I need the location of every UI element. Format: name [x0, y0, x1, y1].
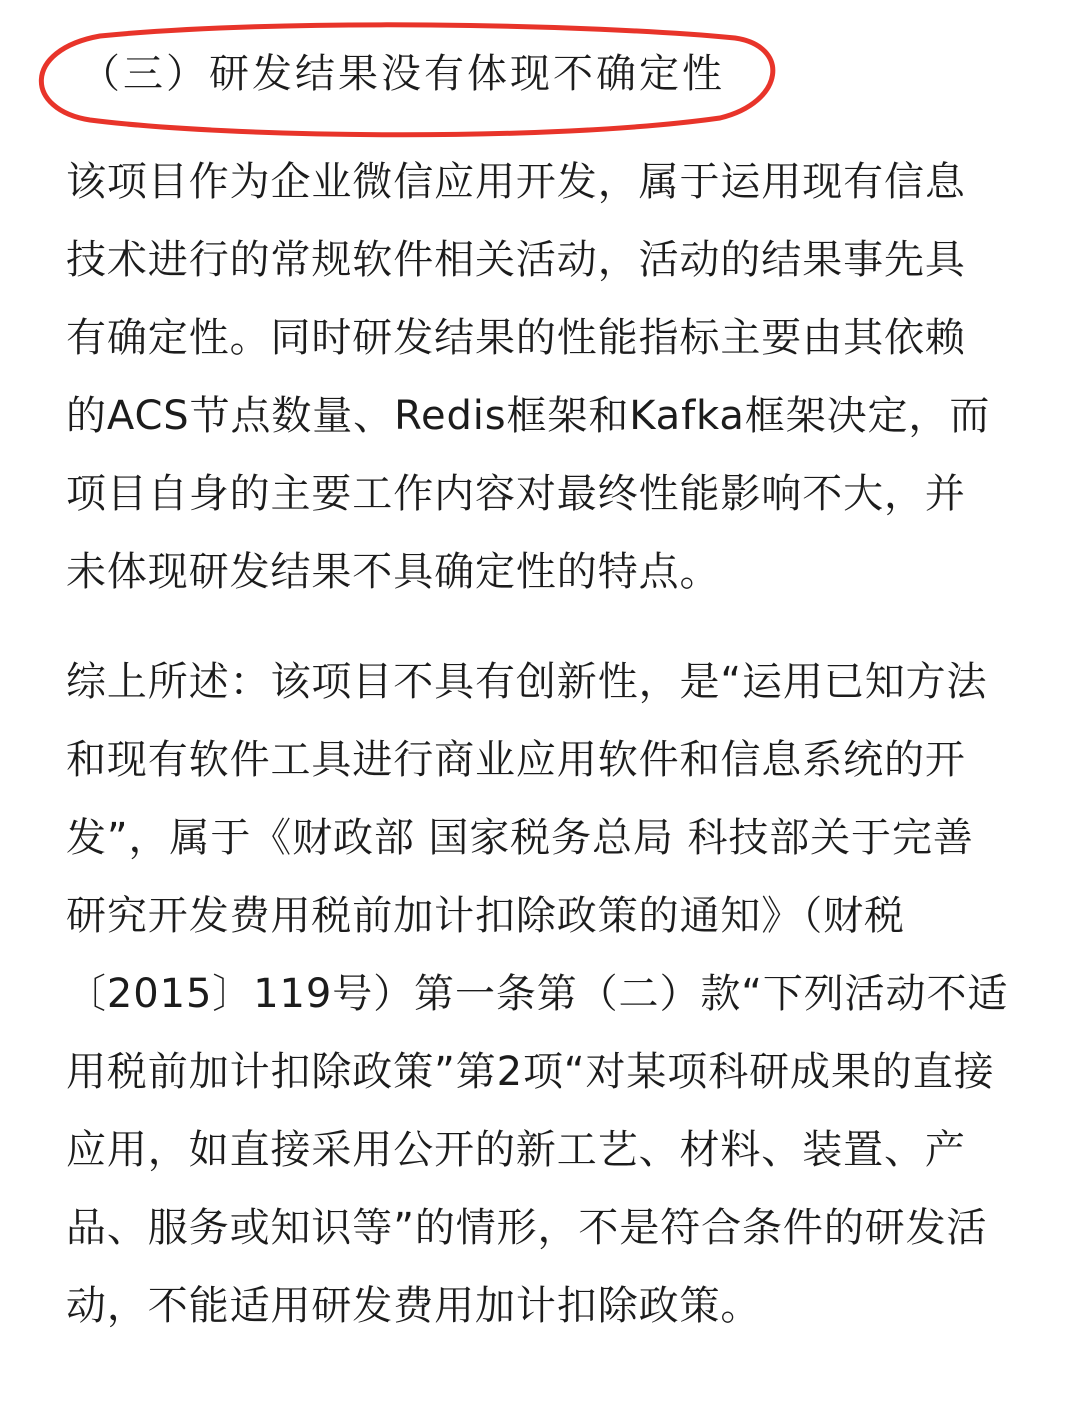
paragraph-line: 技术进行的常规软件相关活动，活动的结果事先具: [66, 237, 966, 283]
paragraph-line: 〔2015〕119号）第一条第（二）款“下列活动不适: [66, 971, 1009, 1017]
paragraph-conclusion: [66, 659, 1009, 1364]
paragraph-line: 应用，如直接采用公开的新工艺、材料、装置、产: [66, 1127, 966, 1173]
paragraph-line: 该项目作为企业微信应用开发，属于运用现有信息: [66, 159, 966, 205]
paragraph-line: 综上所述：该项目不具有创新性，是“运用已知方法: [66, 659, 988, 705]
paragraph-line: 和现有软件工具进行商业应用软件和信息系统的开: [66, 737, 966, 783]
paragraph-line: 发”，属于《财政部 国家税务总局 科技部关于完善: [66, 815, 974, 861]
paragraph-line: 用税前加计扣除政策”第2项“对某项科研成果的直接: [66, 1049, 995, 1095]
paragraph-line: 研究开发费用税前加计扣除政策的通知》（财税: [66, 893, 905, 939]
paragraph-line: 动，不能适用研发费用加计扣除政策。: [66, 1283, 762, 1329]
paragraph-line: 有确定性。同时研发结果的性能指标主要由其依赖: [66, 315, 966, 361]
paragraph-line: 未体现研发结果不具确定性的特点。: [66, 549, 721, 595]
paragraph-line: 品、服务或知识等”的情形，不是符合条件的研发活: [66, 1205, 988, 1251]
section-heading-text: （三）研发结果没有体现不确定性: [80, 51, 725, 97]
section-heading: [30, 20, 780, 138]
paragraph-line: 的ACS节点数量、Redis框架和Kafka框架决定，而: [66, 393, 991, 439]
paragraph-line: 项目自身的主要工作内容对最终性能影响不大，并: [66, 471, 966, 517]
paragraph-uncertainty: [66, 159, 991, 630]
